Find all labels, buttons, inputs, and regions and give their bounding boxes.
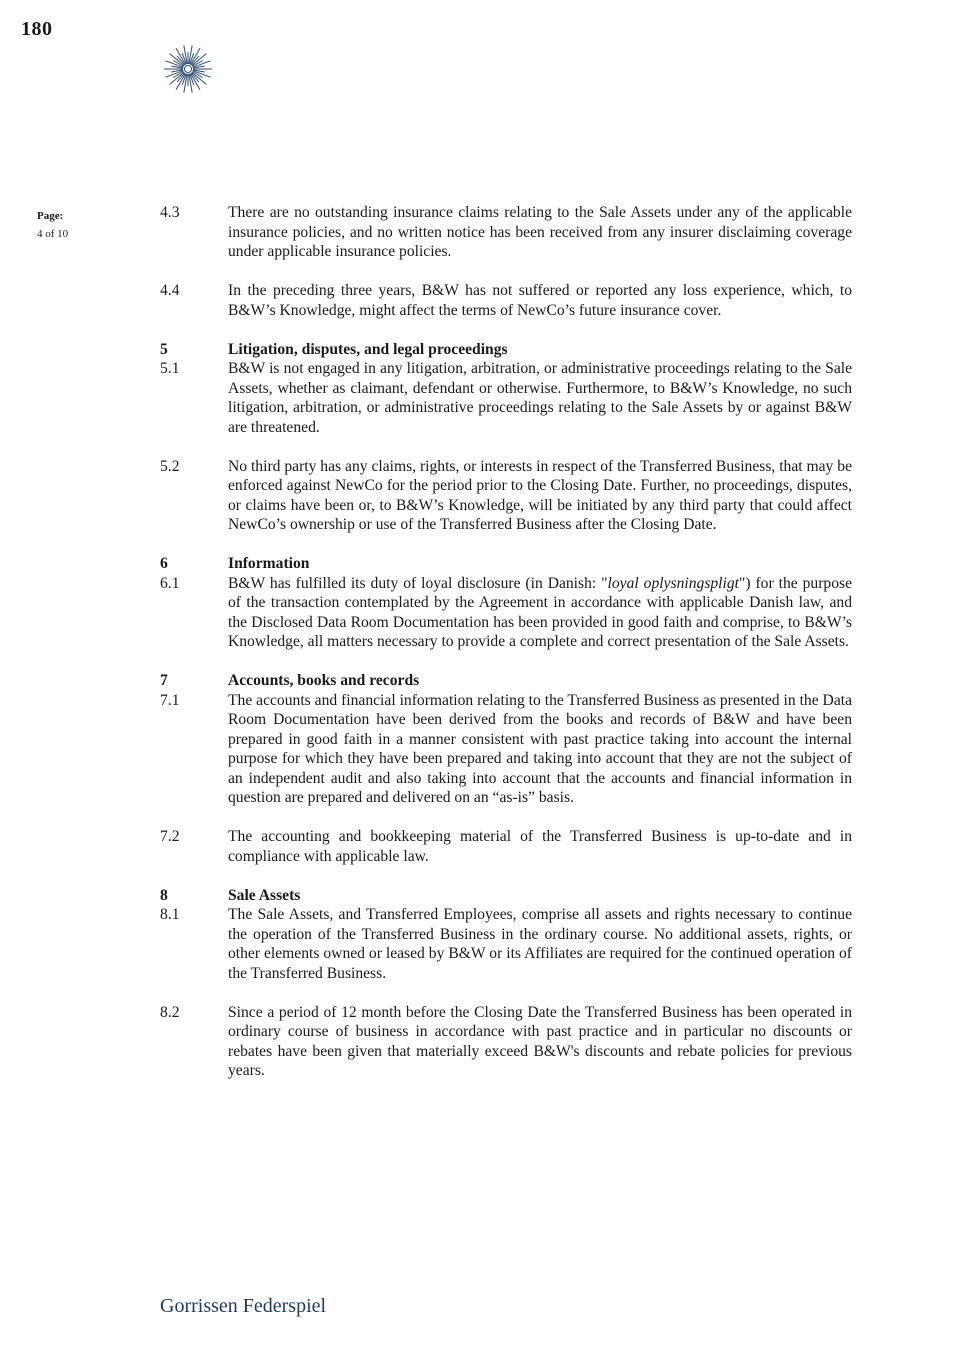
clause-number: 8.1 [160,906,180,923]
section-title: Information [228,555,310,572]
clause-4-3 [160,203,852,262]
clause-4-4 [160,281,852,320]
clause-7-2 [160,827,852,866]
section-title: Litigation, disputes, and legal proceedings [228,340,508,358]
clause-text: The Sale Assets, and Transferred Employees, comprise all assets and rights necessary to continue the operation of the Transferred Business in the ordinary course. No additional assets, rights, or other elements owned or leased by B&W or its Affiliates are required for the continued operation of the Transferred Business. [228,906,852,982]
section-number: 6 [160,555,168,572]
clause-number: 5.1 [160,360,180,377]
clause-5-1 [160,359,852,437]
clause-text-part: ") for the purpose of the transaction contemplated by the Agreement in accordance with applicable Danish law, and the Disclosed Data Room Documentation has been provided in good faith and comprise, to B&W’s Knowledge, all matters necessary to provide a complete and correct presentation of the Sale Assets. [228,574,852,650]
clause-number: 5.2 [160,457,180,475]
clause-number: 7.1 [160,691,180,709]
clause-8-2 [160,1003,852,1081]
clause-number: 7.2 [160,828,180,845]
section-title: Sale Assets [228,886,301,904]
document-body [160,203,852,1081]
clause-text: Since a period of 12 month before the Closing Date the Transferred Business has been operated in ordinary course of business in accordance with past practice and in particular no discounts or rebates have been given that materially exceed B&W's discounts and rebate policies for previous years. [228,1003,852,1079]
clause-text [228,574,852,652]
clause-number: 8.2 [160,1003,180,1021]
section-heading-7 [160,671,852,691]
section-heading-6 [160,554,852,574]
clause-number: 6.1 [160,574,180,592]
page-number: 180 [21,18,53,40]
starburst-logo-icon [159,44,217,94]
page-value: 4 of 10 [37,228,69,240]
clause-5-2 [160,457,852,535]
clause-text-part: B&W has fulfilled its duty of loyal disclosure (in Danish: " [228,574,608,592]
section-number: 7 [160,672,168,689]
clause-text: There are no outstanding insurance claims relating to the Sale Assets under any of the applicable insurance policies, and no written notice has been received from any insurer disclaiming coverage under applicable insurance policies. [228,204,852,260]
clause-8-1 [160,905,852,983]
clause-7-1 [160,691,852,808]
section-number: 8 [160,886,168,904]
clause-text: B&W is not engaged in any litigation, arbitration, or administrative proceedings relating to the Sale Assets, whether as claimant, defendant or otherwise. Furthermore, to B&W’s Knowledge, no such litigation, arbitration, or administrative proceedings relating to the Sale Assets by or against B&W are threatened. [228,360,852,436]
section-heading-5 [160,340,852,360]
clause-6-1 [160,574,852,652]
clause-number: 4.3 [160,204,180,221]
clause-number: 4.4 [160,282,180,299]
clause-text: In the preceding three years, B&W has not suffered or reported any loss experience, which, to B&W’s Knowledge, might affect the terms of NewCo’s future insurance cover. [228,282,852,319]
clause-text: The accounting and bookkeeping material of the Transferred Business is up-to-date and in compliance with applicable law. [228,828,852,865]
clause-text: The accounts and financial information relating to the Transferred Business as presented in the Data Room Documentation have been derived from the books and records of B&W and have been prepared in good faith in a manner consistent with past practice taking into account the internal purpose for which they have been prepared and taking into account that they are not the subject of an independent audit and also taking into account that the accounts and financial information in question are prepared and delivered on an “as-is” basis. [228,691,852,806]
section-heading-8 [160,886,852,906]
section-number: 5 [160,340,168,358]
firm-name-footer: Gorrissen Federspiel [160,1295,327,1317]
page-indicator [37,207,68,243]
section-title: Accounts, books and records [228,672,420,689]
danish-term: loyal oplysningspligt [607,574,739,592]
page-label: Page: [37,210,64,222]
clause-text: No third party has any claims, rights, or interests in respect of the Transferred Business, that may be enforced against NewCo for the period prior to the Closing Date. Further, no proceedings, disputes, or claims have been or, to B&W’s Knowledge, will be initiated by any third party that could affect NewCo’s ownership or use of the Transferred Business after the Closing Date. [228,457,852,533]
